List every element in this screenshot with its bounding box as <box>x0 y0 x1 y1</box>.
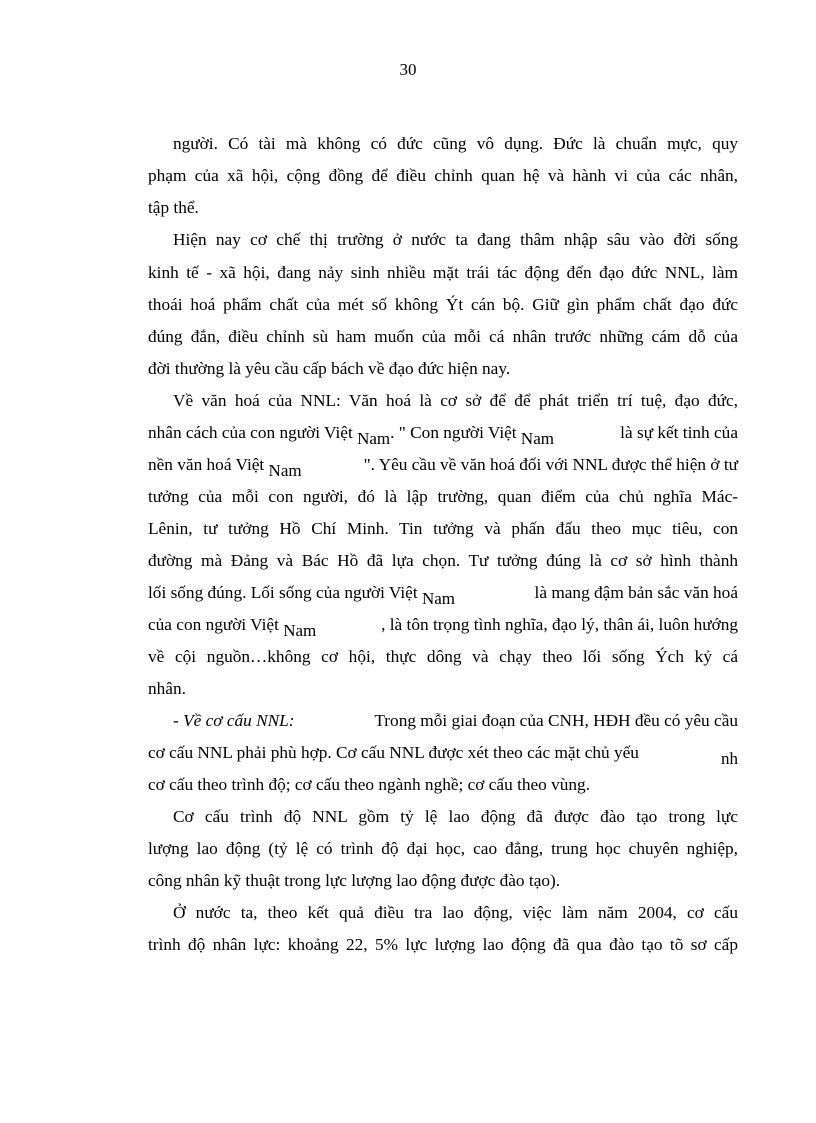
text-segment: . " Con người Việt <box>390 423 521 442</box>
text-line: cơ cấu theo trình độ; cơ cấu theo ngành nghề; cơ cấu theo vùng. <box>148 775 591 794</box>
text-line: nhân. <box>148 679 186 698</box>
text-segment: lối sống đúng. Lối sống của người Việt <box>148 583 422 602</box>
text-segment: Trong mỗi giai đoạn của CNH, HĐH đều có yêu cầu <box>374 711 738 730</box>
text-line: Hiện nay cơ chế thị trường ở nước ta đang thâm nhập sâu vào đời sống <box>173 230 738 249</box>
place-name: Nam <box>421 589 455 608</box>
text-line: Lênin, tư tưởng Hồ Chí Minh. Tin tưởng và phấn đấu theo mục tiêu, con <box>148 519 738 538</box>
text-line: về cội nguồn…không cơ hội, thực dông và chạy theo lối sống Ých kỷ cá <box>148 647 738 666</box>
text-line <box>148 743 738 768</box>
text-segment: là mang đậm bản sắc văn hoá <box>534 583 738 602</box>
text-segment: ". Yêu cầu về văn hoá đối với NNL được thể hiện ở tư <box>363 455 738 474</box>
text-line: tưởng của mỗi con người, đó là lập trường, quan điểm của chủ nghĩa Mác- <box>148 487 738 506</box>
text-line: người. Có tài mà không có đức cũng vô dụng. Đức là chuẩn mực, quy <box>173 134 738 153</box>
text-line: Ở nước ta, theo kết quả điều tra lao động, việc làm năm 2004, cơ cấu <box>173 903 738 922</box>
place-name: Nam <box>283 621 317 640</box>
text-line: công nhân kỹ thuật trong lực lượng lao động được đào tạo). <box>148 871 561 890</box>
text-line: lượng lao động (tỷ lệ có trình độ đại học, cao đẳng, trung học chuyên nghiệp, <box>148 839 738 858</box>
text-segment: cơ cấu NNL phải phù hợp. Cơ cấu NNL được xét theo các mặt chủ yếu <box>148 743 639 762</box>
text-line: tập thể. <box>148 198 199 217</box>
text-line: thoái hoá phẩm chất của mét số không Ýt cán bộ. Giữ gìn phẩm chất đạo đức <box>148 295 738 314</box>
place-name: Nam <box>268 461 302 480</box>
section-heading: - Về cơ cấu NNL: <box>173 711 295 730</box>
text-segment: nh <box>721 749 738 768</box>
text-segment: là sự kết tinh của <box>620 423 738 442</box>
text-line <box>148 615 738 640</box>
text-segment: của con người Việt <box>148 615 284 634</box>
text-line <box>148 583 738 608</box>
text-line <box>148 423 738 448</box>
text-line <box>148 455 738 480</box>
text-line: Về văn hoá của NNL: Văn hoá là cơ sở để để phát triển trí tuệ, đạo đức, <box>173 391 738 410</box>
place-name: Nam <box>357 429 391 448</box>
text-line: trình độ nhân lực: khoảng 22, 5% lực lượng lao động đã qua đào tạo tõ sơ cấp <box>148 935 738 954</box>
page-number: 30 <box>399 60 417 79</box>
text-line: đời thường là yêu cầu cấp bách về đạo đức hiện nay. <box>148 359 511 378</box>
place-name: Nam <box>520 429 554 448</box>
text-line: kinh tế - xã hội, đang nảy sinh nhiều mặt trái tác động đến đạo đức NNL, làm <box>148 263 738 282</box>
text-line: đường mà Đảng và Bác Hồ đã lựa chọn. Tư tưởng đúng là cơ sở hình thành <box>148 551 738 570</box>
text-line: đúng đắn, điều chỉnh sù ham muốn của mỗi cá nhân trước những cám dỗ của <box>148 327 738 346</box>
text-segment: nền văn hoá Việt <box>148 455 269 474</box>
text-line <box>173 712 738 729</box>
text-line: phạm của xã hội, cộng đồng để điều chỉnh quan hệ và hành vi của các nhân, <box>148 166 738 185</box>
text-line: Cơ cấu trình độ NNL gồm tỷ lệ lao động đã được đào tạo trong lực <box>173 807 738 826</box>
text-segment: nhân cách của con người Việt <box>148 423 358 442</box>
text-segment: , là tôn trọng tình nghĩa, đạo lý, thân ái, luôn hướng <box>381 615 738 634</box>
